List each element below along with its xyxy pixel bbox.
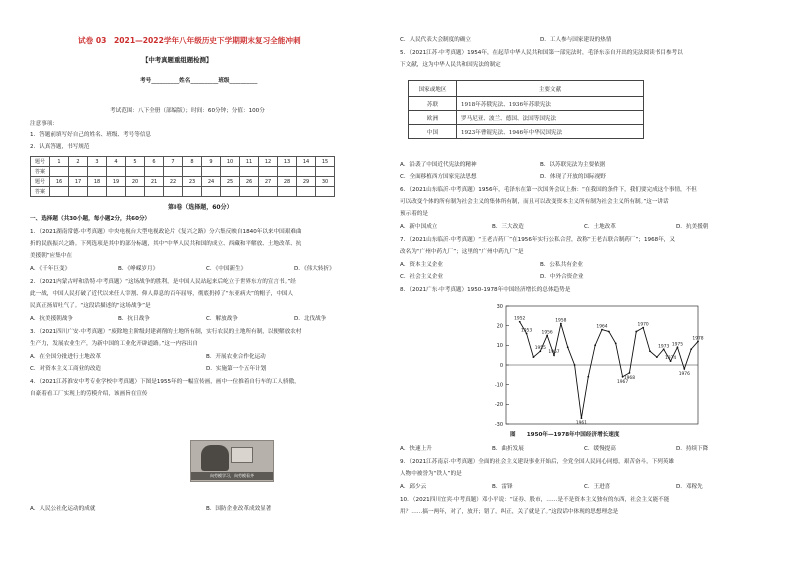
grid-label-cell: 答案 [31, 187, 50, 197]
answer-cell[interactable] [297, 187, 316, 197]
q4-option-b[interactable]: B．国防企业改革成效显著 [206, 506, 272, 512]
grid-label-cell: 8 [183, 157, 202, 167]
q7-option-a[interactable]: A．资本主义企业 [400, 262, 443, 268]
q6-option-c[interactable]: C．土地改革 [584, 224, 616, 230]
data-point [683, 368, 685, 370]
point-label: 1957 [548, 350, 560, 356]
answer-cell[interactable] [316, 167, 335, 177]
q5-option-c[interactable]: C．全面移植西方国家宪法思想 [400, 174, 477, 180]
part-title: 第I卷（选择题，60分） [168, 204, 233, 211]
answer-cell[interactable] [259, 187, 278, 197]
constitution-table [408, 80, 644, 139]
grid-label-cell: 7 [164, 157, 183, 167]
answer-cell[interactable] [88, 167, 107, 177]
data-point [690, 348, 692, 350]
q1-option-c[interactable]: C．《中国新生》 [206, 266, 247, 272]
q4-option-c[interactable]: C．人民代表大会制度的确立 [400, 37, 472, 43]
exam-subtitle: 【中考真题重组题检测】 [142, 56, 213, 64]
q2-line-3: 民真正扬眉吐气了。“这段话描述的“这场战争”是 [30, 303, 151, 309]
q6-line-3: 预示着的是 [400, 211, 428, 217]
point-label: 1978 [692, 336, 704, 342]
q8-option-c[interactable]: C．缓慢提高 [584, 446, 616, 452]
grid-label-cell: 28 [278, 177, 297, 187]
grid-label-cell: 20 [126, 177, 145, 187]
q2-option-a[interactable]: A．抗美援朝战争 [30, 316, 73, 322]
worker-figure [201, 445, 229, 471]
data-point [574, 364, 576, 366]
answer-cell[interactable] [88, 187, 107, 197]
table-header-docs: 主要文献 [457, 81, 644, 97]
q4-line-1: 4．（2021江苏淮安中考专业学校中考真题）下图是1955年的一幅宣传画，画中一位推着自行车的工人骄傲， [30, 379, 300, 385]
answer-cell[interactable] [50, 167, 69, 177]
grid-label-cell: 6 [145, 157, 164, 167]
q9-line-2: 人物中被誉为“铁人”的是 [400, 471, 462, 477]
table-row-2-region: 欧洲 [409, 111, 457, 125]
right-column [400, 0, 772, 561]
point-label: 1975 [671, 342, 684, 348]
q9-option-b[interactable]: B．雷锋 [492, 484, 513, 490]
q2-line-2: 此一战，中国人民打破了近代以来任人宰割、仰人鼻息的百年屈辱，彻底扔掉了“东亚病夫”的帽子，中国人 [30, 291, 294, 297]
q9-option-c[interactable]: C．王进喜 [584, 484, 611, 490]
answer-cell[interactable] [107, 187, 126, 197]
point-label: 1953 [520, 328, 533, 334]
q1-line-3: 美援朝”应集中在 [30, 253, 73, 259]
q7-line-2: 改名为“广州中药九厂”；这里的“广州中药九厂”是 [400, 249, 524, 255]
grid-label-cell: 23 [183, 177, 202, 187]
answer-cell[interactable] [202, 187, 221, 197]
answer-cell[interactable] [50, 187, 69, 197]
q3-option-a[interactable]: A．在全国分批进行土地改革 [30, 354, 101, 360]
q5-line-2: 下文献，这为中华人民共和国宪法的制定 [400, 62, 501, 68]
answer-cell[interactable] [183, 187, 202, 197]
answer-cell[interactable] [240, 187, 259, 197]
point-label: 1967 [616, 379, 629, 385]
q6-line-1: 6．（2021山东临沂·中考真题）1956年，毛泽东在第一次国务会议上指：“在我国的条件下，我们要完成这个事情，不但 [400, 187, 697, 193]
answer-cell[interactable] [278, 187, 297, 197]
q7-option-d[interactable]: D．中外合资企业 [540, 274, 584, 280]
grid-label-cell: 30 [316, 177, 335, 187]
grid-label-cell: 2 [69, 157, 88, 167]
q2-option-d[interactable]: D．北伐战争 [294, 316, 327, 322]
grid-label-cell: 21 [145, 177, 164, 187]
data-point [567, 346, 569, 348]
answer-cell[interactable] [126, 187, 145, 197]
q6-option-d[interactable]: D．抗美援朝 [676, 224, 709, 230]
q5-option-b[interactable]: B．以苏联宪法为主要依据 [540, 162, 606, 168]
q2-option-c[interactable]: C．解放战争 [206, 316, 238, 322]
point-label: 1955 [534, 346, 546, 352]
notice-item-2: 2．认真答题，书写规范 [30, 144, 90, 150]
point-label: 1973 [658, 344, 670, 350]
q9-line-1: 9．（2021江苏南京·中考真题）全面的社会主义建设事业开始后，全党全国人民同心同德，艰苦奋斗，下列英雄 [400, 459, 675, 465]
point-label: 1974 [664, 356, 677, 362]
honor-board [231, 447, 253, 463]
q6-option-b[interactable]: B．三大改造 [492, 224, 524, 230]
poster-caption: 向劳模学习，向劳模看齐 [191, 472, 273, 480]
q2-option-b[interactable]: B．抗日战争 [118, 316, 150, 322]
grid-label-cell: 11 [240, 157, 259, 167]
grid-label-cell: 12 [259, 157, 278, 167]
grid-label-cell: 18 [88, 177, 107, 187]
data-point [656, 356, 658, 358]
data-point [608, 331, 610, 333]
answer-cell[interactable] [202, 167, 221, 177]
point-label: 1976 [678, 371, 690, 377]
q1-line-2: 折的民族振兴之路。下列选项是其中的部分标题，其中“中华人民共和国的成立、西藏和平解放、土地改革、抗 [30, 241, 302, 247]
answer-cell[interactable] [278, 167, 297, 177]
y-tick-label: 20 [496, 323, 503, 330]
y-tick-label: 30 [496, 303, 503, 310]
q3-option-c[interactable]: C．对资本主义工商业的改造 [30, 366, 102, 372]
y-tick-label: 0 [499, 362, 503, 369]
q3-line-1: 3．（2021四川广安·中考真题）“废除地主阶级封建剥削的土地所有制，实行农民的土地所有制，以便解放农村 [30, 329, 302, 335]
left-column [30, 0, 388, 561]
data-point [594, 344, 596, 346]
point-label: 1952 [514, 316, 526, 322]
grid-label-cell: 4 [107, 157, 126, 167]
y-tick-label: 10 [496, 343, 503, 350]
q1-option-b[interactable]: B．《峥嵘岁月》 [118, 266, 159, 272]
grid-label-cell: 13 [278, 157, 297, 167]
data-point [649, 350, 651, 352]
answer-cell[interactable] [316, 187, 335, 197]
answer-grid-row [31, 157, 335, 167]
answer-cell[interactable] [145, 187, 164, 197]
grid-label-cell: 9 [202, 157, 221, 167]
answer-cell[interactable] [164, 187, 183, 197]
grid-label-cell: 14 [297, 157, 316, 167]
q4-option-d[interactable]: D．工人参与国家建设的热情 [540, 37, 612, 43]
q8-option-b[interactable]: B．曲折发展 [492, 446, 524, 452]
y-tick-label: -10 [494, 382, 503, 389]
y-tick-label: -20 [494, 402, 503, 409]
notice-heading: 注意事项： [30, 121, 58, 127]
answer-grid-row [31, 167, 335, 177]
grid-label-cell: 17 [69, 177, 88, 187]
grid-label-cell: 25 [221, 177, 240, 187]
q7-option-c[interactable]: C．社会主义企业 [400, 274, 444, 280]
chart-caption: 图 1950年—1978年中国经济增长速度 [510, 432, 620, 438]
q1-line-1: 1．（2021湖南常德·中考真题）中央电视台大型电视政论片《复兴之路》分六集反映自1840年以来中国艰难曲 [30, 229, 302, 235]
grid-label-cell: 29 [297, 177, 316, 187]
point-label: 1956 [541, 330, 553, 336]
grid-label-cell: 15 [316, 157, 335, 167]
grid-label-cell: 10 [221, 157, 240, 167]
section-heading: 一、选择题（共30小题，每小题2分，共60分） [30, 216, 151, 222]
q3-line-2: 生产力，发展农业生产，为新中国的工业化开辟道路。”这一内容出自 [30, 341, 198, 347]
propaganda-poster-image [190, 440, 274, 482]
exam-title: 试卷 03 2021—2022学年八年级历史下学期期末复习全能冲刺 [78, 36, 301, 45]
grid-label-cell: 5 [126, 157, 145, 167]
q2-line-1: 2．（2021内蒙古呼和浩特·中考真题）“这场战争的胜利，是中国人民站起来后屹立于世界东方的宣言书。”经 [30, 279, 296, 285]
exam-info: 考试范围：八下全册（部编版）；时间：60分钟；分值：100分 [110, 108, 265, 114]
grid-label-cell: 答案 [31, 167, 50, 177]
student-info-line: 考号__________姓名__________班级__________ [140, 78, 258, 84]
grid-label-cell: 24 [202, 177, 221, 187]
data-point [615, 342, 617, 344]
point-label: 1964 [596, 324, 608, 330]
grid-label-cell: 27 [259, 177, 278, 187]
q7-line-1: 7．（2021山东临沂·中考真题）“王老吉药厂”在1956年实行公私合营，改称“王老吉联合制药厂”；1968年，又 [400, 237, 675, 243]
table-row-2-docs: 罗马尼亚、波兰、德国、法国等国宪法 [457, 111, 644, 125]
answer-cell[interactable] [297, 167, 316, 177]
answer-cell[interactable] [69, 167, 88, 177]
answer-grid-row [31, 187, 335, 197]
data-point [587, 376, 589, 378]
q3-option-d[interactable]: D．实施第一个五年计划 [206, 366, 267, 372]
point-label: 1958 [555, 318, 567, 324]
grid-label-cell: 16 [50, 177, 69, 187]
q5-option-d[interactable]: D．体现了开放的国际视野 [540, 174, 606, 180]
table-row-3-region: 中国 [409, 125, 457, 139]
q6-line-2: 可以改变个体的所有制为社会主义的集体所有制，而且可以改变资本主义所有制为社会主义所有制。”这一讲话 [400, 199, 669, 205]
grid-label-cell: 题号 [31, 157, 50, 167]
growth-line-chart [480, 300, 710, 430]
answer-cell[interactable] [183, 167, 202, 177]
data-point [629, 372, 631, 374]
data-point [533, 356, 535, 358]
growth-series-line [520, 322, 698, 418]
q5-option-a[interactable]: A．沿袭了中国近代宪法的精神 [400, 162, 477, 168]
table-row-1-region: 苏联 [409, 97, 457, 111]
answer-cell[interactable] [107, 167, 126, 177]
q5-line-1: 5．（2021江苏·中考真题）1954年，在起草中华人民共和国第一部宪法时，毛泽东亲自开出的宪法阅读书目参考以 [400, 50, 683, 56]
answer-cell[interactable] [240, 167, 259, 177]
q8-option-a[interactable]: A．快速上升 [400, 446, 432, 452]
q9-option-a[interactable]: A．邱少云 [400, 484, 427, 490]
q8-line-1: 8．（2021广东·中考真题）1950-1978年中国经济增长的总体趋势是 [400, 287, 571, 293]
answer-cell[interactable] [221, 167, 240, 177]
data-point [581, 417, 583, 419]
answer-grid-row [31, 177, 335, 187]
table-row-1-docs: 1918年苏俄宪法、1936年苏联宪法 [457, 97, 644, 111]
point-label: 1961 [575, 421, 588, 427]
q4-line-2: 自豪着看工厂实现上的劳模介绍，该画旨在宣传 [30, 391, 148, 397]
grid-label-cell: 22 [164, 177, 183, 187]
data-point [635, 331, 637, 333]
point-label: 1968 [623, 375, 636, 381]
q1-option-d[interactable]: D．《伟大转折》 [294, 266, 335, 272]
q1-option-a[interactable]: A．《千年巨变》 [30, 266, 71, 272]
q10-line-1: 10．（2021四川宜宾·中考真题）邓小平说：“证券、股市，……是不是资本主义独有的东西，社会主义能不能 [400, 497, 670, 503]
grid-label-cell: 题号 [31, 177, 50, 187]
q3-option-b[interactable]: B．开展农业合作化运动 [206, 354, 266, 360]
notice-item-1: 1．答题前填写好自己的姓名、班级、考号等信息 [30, 132, 152, 138]
answer-cell[interactable] [259, 167, 278, 177]
q8-option-d[interactable]: D．持续下降 [676, 446, 709, 452]
q6-option-a[interactable]: A．新中国成立 [400, 224, 438, 230]
grid-label-cell: 26 [240, 177, 259, 187]
answer-cell[interactable] [164, 167, 183, 177]
q4-option-a[interactable]: A．人民公社化运动的成就 [30, 506, 96, 512]
grid-label-cell: 1 [50, 157, 69, 167]
q9-option-d[interactable]: D．邓稼先 [676, 484, 703, 490]
table-row-3-docs: 1923年曹锟宪法、1946年中华民国宪法 [457, 125, 644, 139]
answer-cell[interactable] [69, 187, 88, 197]
answer-grid [30, 156, 335, 197]
grid-label-cell: 19 [107, 177, 126, 187]
q10-line-2: 用？……搞一两年，对了，放开；错了，纠正，关了就是了。”这段话中体现的思想理念是 [400, 509, 619, 515]
point-label: 1970 [637, 322, 649, 328]
y-tick-label: -30 [494, 421, 503, 428]
answer-cell[interactable] [145, 167, 164, 177]
table-header-region: 国家或地区 [409, 81, 457, 97]
answer-cell[interactable] [126, 167, 145, 177]
answer-cell[interactable] [221, 187, 240, 197]
q7-option-b[interactable]: B．公私共有企业 [540, 262, 583, 268]
grid-label-cell: 3 [88, 157, 107, 167]
